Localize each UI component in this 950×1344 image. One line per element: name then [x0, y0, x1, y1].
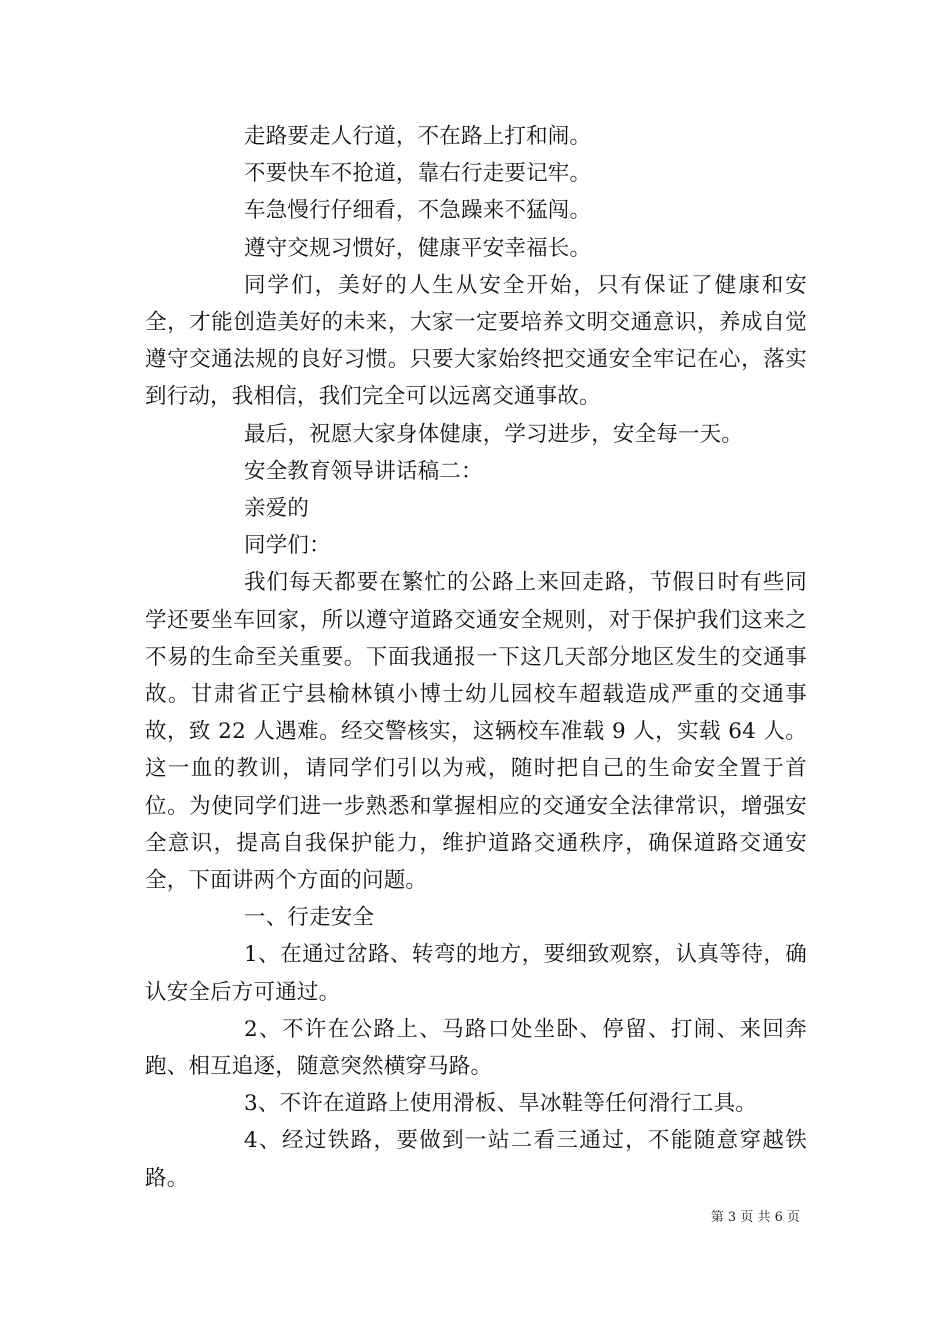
list-item: 1、在通过岔路、转弯的地方，要细致观察，认真等待，确认安全后方可通过。 [145, 942, 807, 1005]
body-paragraph: 我们每天都要在繁忙的公路上来回走路，节假日时有些同学还要坐车回家，所以遵守道路交通安全规则，对于保护我们这来之不易的生命至关重要。下面我通报一下这几天部分地区发生的交通事故。甘肃省正宁县榆林镇小博士幼儿园校车超载造成严重的交通事故，致 22 人遇难。经交警核实，这辆校车准载 9 人，实载 64 人。这一血的教训，请同学们引以为戒，随时把自己的生命安全置于首位。为使同学们进一步熟悉和掌握相应的交通安全法律常识，增强安全意识，提高自我保护能力，维护道路交通秩序，确保道路交通安全，下面讲两个方面的问题。 [145, 570, 807, 894]
list-item: 3、不许在道路上使用滑板、旱冰鞋等任何滑行工具。 [244, 1091, 757, 1117]
verse-line: 走路要走人行道，不在路上打和闹。 [244, 124, 592, 149]
document-body [145, 118, 807, 1197]
body-paragraph: 同学们，美好的人生从安全开始，只有保证了健康和安全，才能创造美好的未来，大家一定要培养文明交通意识，养成自觉遵守交通法规的良好习惯。只要大家始终把交通安全牢记在心，落实到行动，我相信，我们完全可以远离交通事故。 [145, 272, 807, 410]
subsection-heading: 一、行走安全 [244, 905, 375, 931]
salutation: 亲爱的 [244, 496, 310, 522]
list-item: 2、不许在公路上、马路口处坐卧、停留、打闹、来回奔跑、相互追逐，随意突然横穿马路。 [145, 1016, 807, 1080]
page-number: 第 3 页 共 6 页 [710, 1210, 800, 1225]
list-item: 4、经过铁路，要做到一站二看三通过，不能随意穿越铁路。 [145, 1128, 807, 1191]
section-title: 安全教育领导讲话稿二： [244, 458, 483, 484]
closing-wish: 最后，祝愿大家身体健康，学习进步，安全每一天。 [244, 421, 744, 447]
verse-line: 不要快车不抢道，靠右行走要记牢。 [244, 161, 592, 187]
verse-line: 遵守交规习惯好，健康平安幸福长。 [244, 235, 592, 261]
salutation: 同学们： [244, 533, 331, 559]
verse-line: 车急慢行仔细看，不急躁来不猛闯。 [244, 198, 592, 224]
